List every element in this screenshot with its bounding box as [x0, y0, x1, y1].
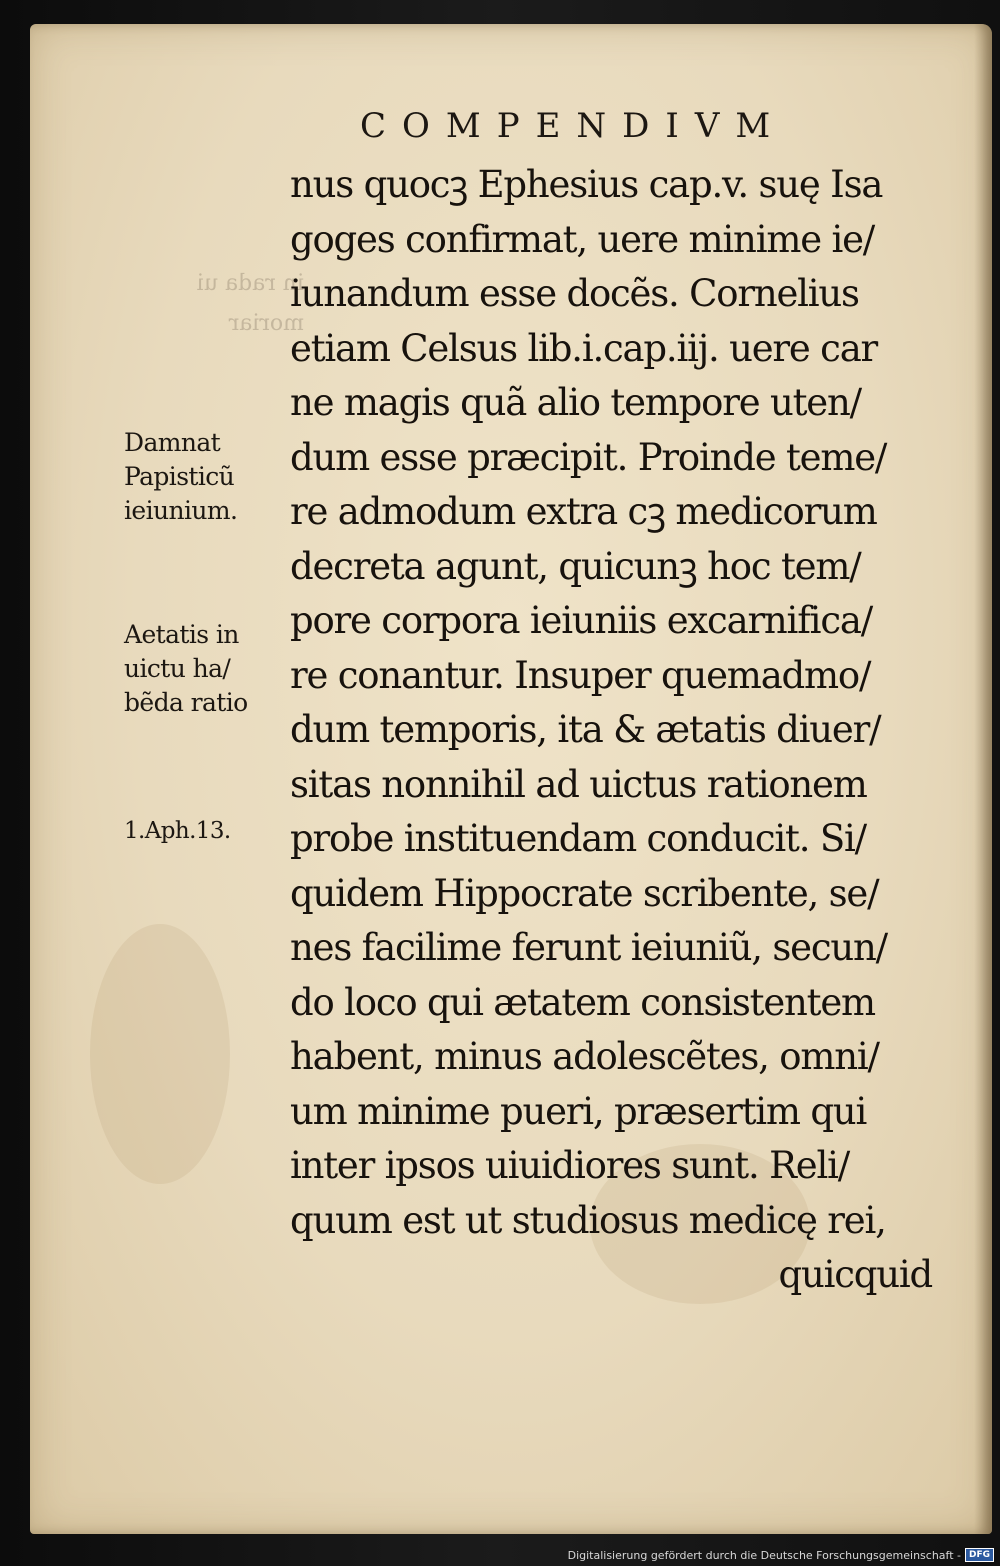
digitization-credit: [568, 1548, 994, 1562]
text-line: goges confirmat, uere minime ie/: [290, 217, 875, 261]
catchword: quicquid: [778, 1253, 932, 1296]
marginal-note-line: Aetatis in: [124, 620, 239, 649]
text-line: quidem Hippocrate scribente, se/: [290, 871, 879, 915]
text-line: um minime pueri, præsertim qui: [290, 1089, 867, 1133]
credit-text: Digitalisierung gefördert durch die Deutsche Forschungsgemeinschaft -: [567, 1548, 961, 1562]
text-line: nes facilime ferunt ieiuniũ, secun/: [290, 926, 887, 969]
marginal-note-aetatis: [124, 618, 290, 720]
text-line: decreta agunt, quicunꝫ hoc tem/: [290, 544, 861, 588]
bleed-through-line: moriar: [228, 311, 304, 336]
body-text: [290, 158, 940, 1303]
text-line: dum temporis, ita & ætatis diuer/: [290, 708, 881, 751]
marginal-note-line: ieiunium.: [124, 496, 238, 525]
text-line: nus quocꝫ Ephesius cap.v. suę Isa: [290, 163, 883, 206]
text-line: habent, minus adolescẽtes, omni/: [290, 1035, 879, 1078]
marginal-note-line: Damnat: [124, 428, 221, 457]
text-line: probe instituendam conducit. Si/: [290, 817, 866, 860]
running-head: COMPENDIVM: [360, 106, 787, 146]
text-line: quum est ut studiosus medicę rei,: [290, 1198, 886, 1242]
marginal-note-line: uictu ha/: [124, 654, 231, 683]
text-line: do loco qui ætatem consistentem: [290, 980, 875, 1024]
text-line: pore corpora ieiuniis excarnifica/: [290, 599, 872, 642]
bleed-through-text: [134, 264, 304, 344]
text-line: dum esse præcipit. Proinde teme/: [290, 435, 887, 479]
marginal-note-aphorism: 1.Aph.13.: [124, 818, 231, 844]
text-line: etiam Celsus lib.i.cap.iij. uere car: [290, 326, 878, 370]
paper-stain: [90, 924, 230, 1184]
text-line: sitas nonnihil ad uictus rationem: [290, 762, 867, 806]
text-line: re conantur. Insuper quemadmo/: [290, 653, 871, 697]
page-edge-shadow: [974, 24, 992, 1534]
text-line: iunandum esse docẽs. Cornelius: [290, 272, 859, 315]
text-line: ne magis quã alio tempore uten/: [290, 381, 861, 424]
marginal-note-line: Papisticũ: [124, 462, 235, 491]
marginal-note-damnat: [124, 426, 290, 528]
text-line: inter ipsos uiuidiores sunt. Reli/: [290, 1144, 849, 1187]
bleed-through-line: in rada ui: [196, 271, 304, 296]
dfg-logo: DFG: [965, 1548, 994, 1562]
text-line: re admodum extra cꝫ medicorum: [290, 490, 877, 533]
marginal-note-line: bẽda ratio: [124, 688, 248, 717]
